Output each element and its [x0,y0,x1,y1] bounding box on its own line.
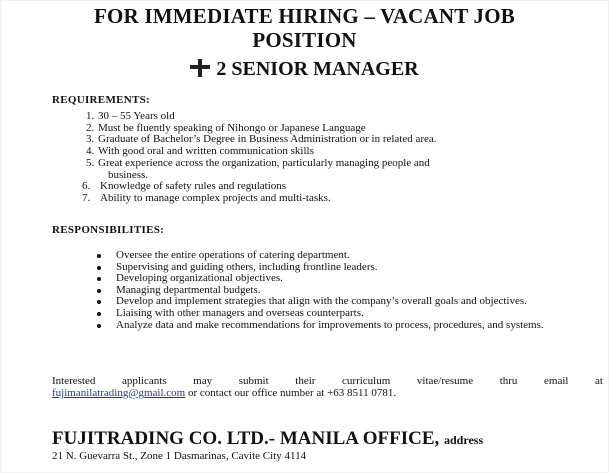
list-item [86,158,556,181]
bullet-icon [97,277,101,281]
application-instructions: Interested applicants may submit their curriculum vitae/resume thru email at [52,375,603,387]
item-number: 3. [86,133,95,146]
position-title [0,58,609,80]
item-text: Must be fluently speaking of Nihongo or Japanese Language [98,121,366,134]
list-item [95,320,565,332]
item-text: Ability to manage complex projects and multi-tasks. [100,191,331,204]
item-number: 7. [82,191,91,204]
item-text: Develop and implement strategies that align with the company’s overall goals and objectives. [116,295,527,308]
item-text: Developing organizational objectives. [116,272,283,285]
item-text: Graduate of Bachelor’s Degree in Business Administration or in related area. [98,133,437,146]
email-link[interactable]: fujimanilatrading@gmail.com [52,387,186,399]
item-text: Knowledge of safety rules and regulations [100,180,287,193]
item-number: 5. [86,156,95,169]
item-text: 30 – 55 Years old [98,110,175,122]
requirements-list [82,110,556,205]
item-text: Managing departmental budgets. [116,283,261,296]
item-number: 1. [86,110,95,122]
requirements-heading: REQUIREMENTS: [52,94,151,106]
company-name [52,428,609,451]
item-text: With good oral and written communication skills [98,145,314,158]
headline-line-1: FOR IMMEDIATE HIRING – VACANT JOB [93,4,515,28]
item-number: 2. [86,121,95,134]
headline-line-2: POSITION [252,28,357,52]
headline [0,4,609,52]
item-text: Supervising and guiding others, including frontline leaders. [116,260,378,273]
item-text: Liaising with other managers and overseas counterparts. [116,306,364,319]
responsibilities-heading: RESPONSIBILITIES: [52,224,165,236]
application-instructions-continued [52,387,603,399]
item-text: Great experience across the organization, particularly managing people and [98,156,430,169]
bullet-icon [97,289,101,293]
company-address: 21 N. Guevarra St., Zone 1 Dasmarinas, Cavite City 4114 [52,450,307,462]
address-label: address [444,433,484,447]
responsibilities-list [95,250,565,331]
company-name-text: FUJITRADING CO. LTD.- MANILA OFFICE, [52,428,440,449]
bullet-icon [97,300,101,304]
bullet-icon [97,324,101,328]
bullet-icon [97,254,101,258]
contact-phone-text: or contact our office number at +63 8511 0781. [185,387,397,399]
list-item [82,193,556,205]
item-text: Oversee the entire operations of catering department. [116,249,350,261]
cross-icon [190,59,210,77]
bullet-icon [97,266,101,270]
item-number: 4. [86,145,95,158]
position-title-text: 2 SENIOR MANAGER [216,58,419,80]
item-text-continued: business. [108,168,149,181]
item-text: Analyze data and make recommendations for improvements to process, procedures, and systems. [116,318,544,331]
bullet-icon [97,312,101,316]
item-number: 6. [82,180,91,193]
